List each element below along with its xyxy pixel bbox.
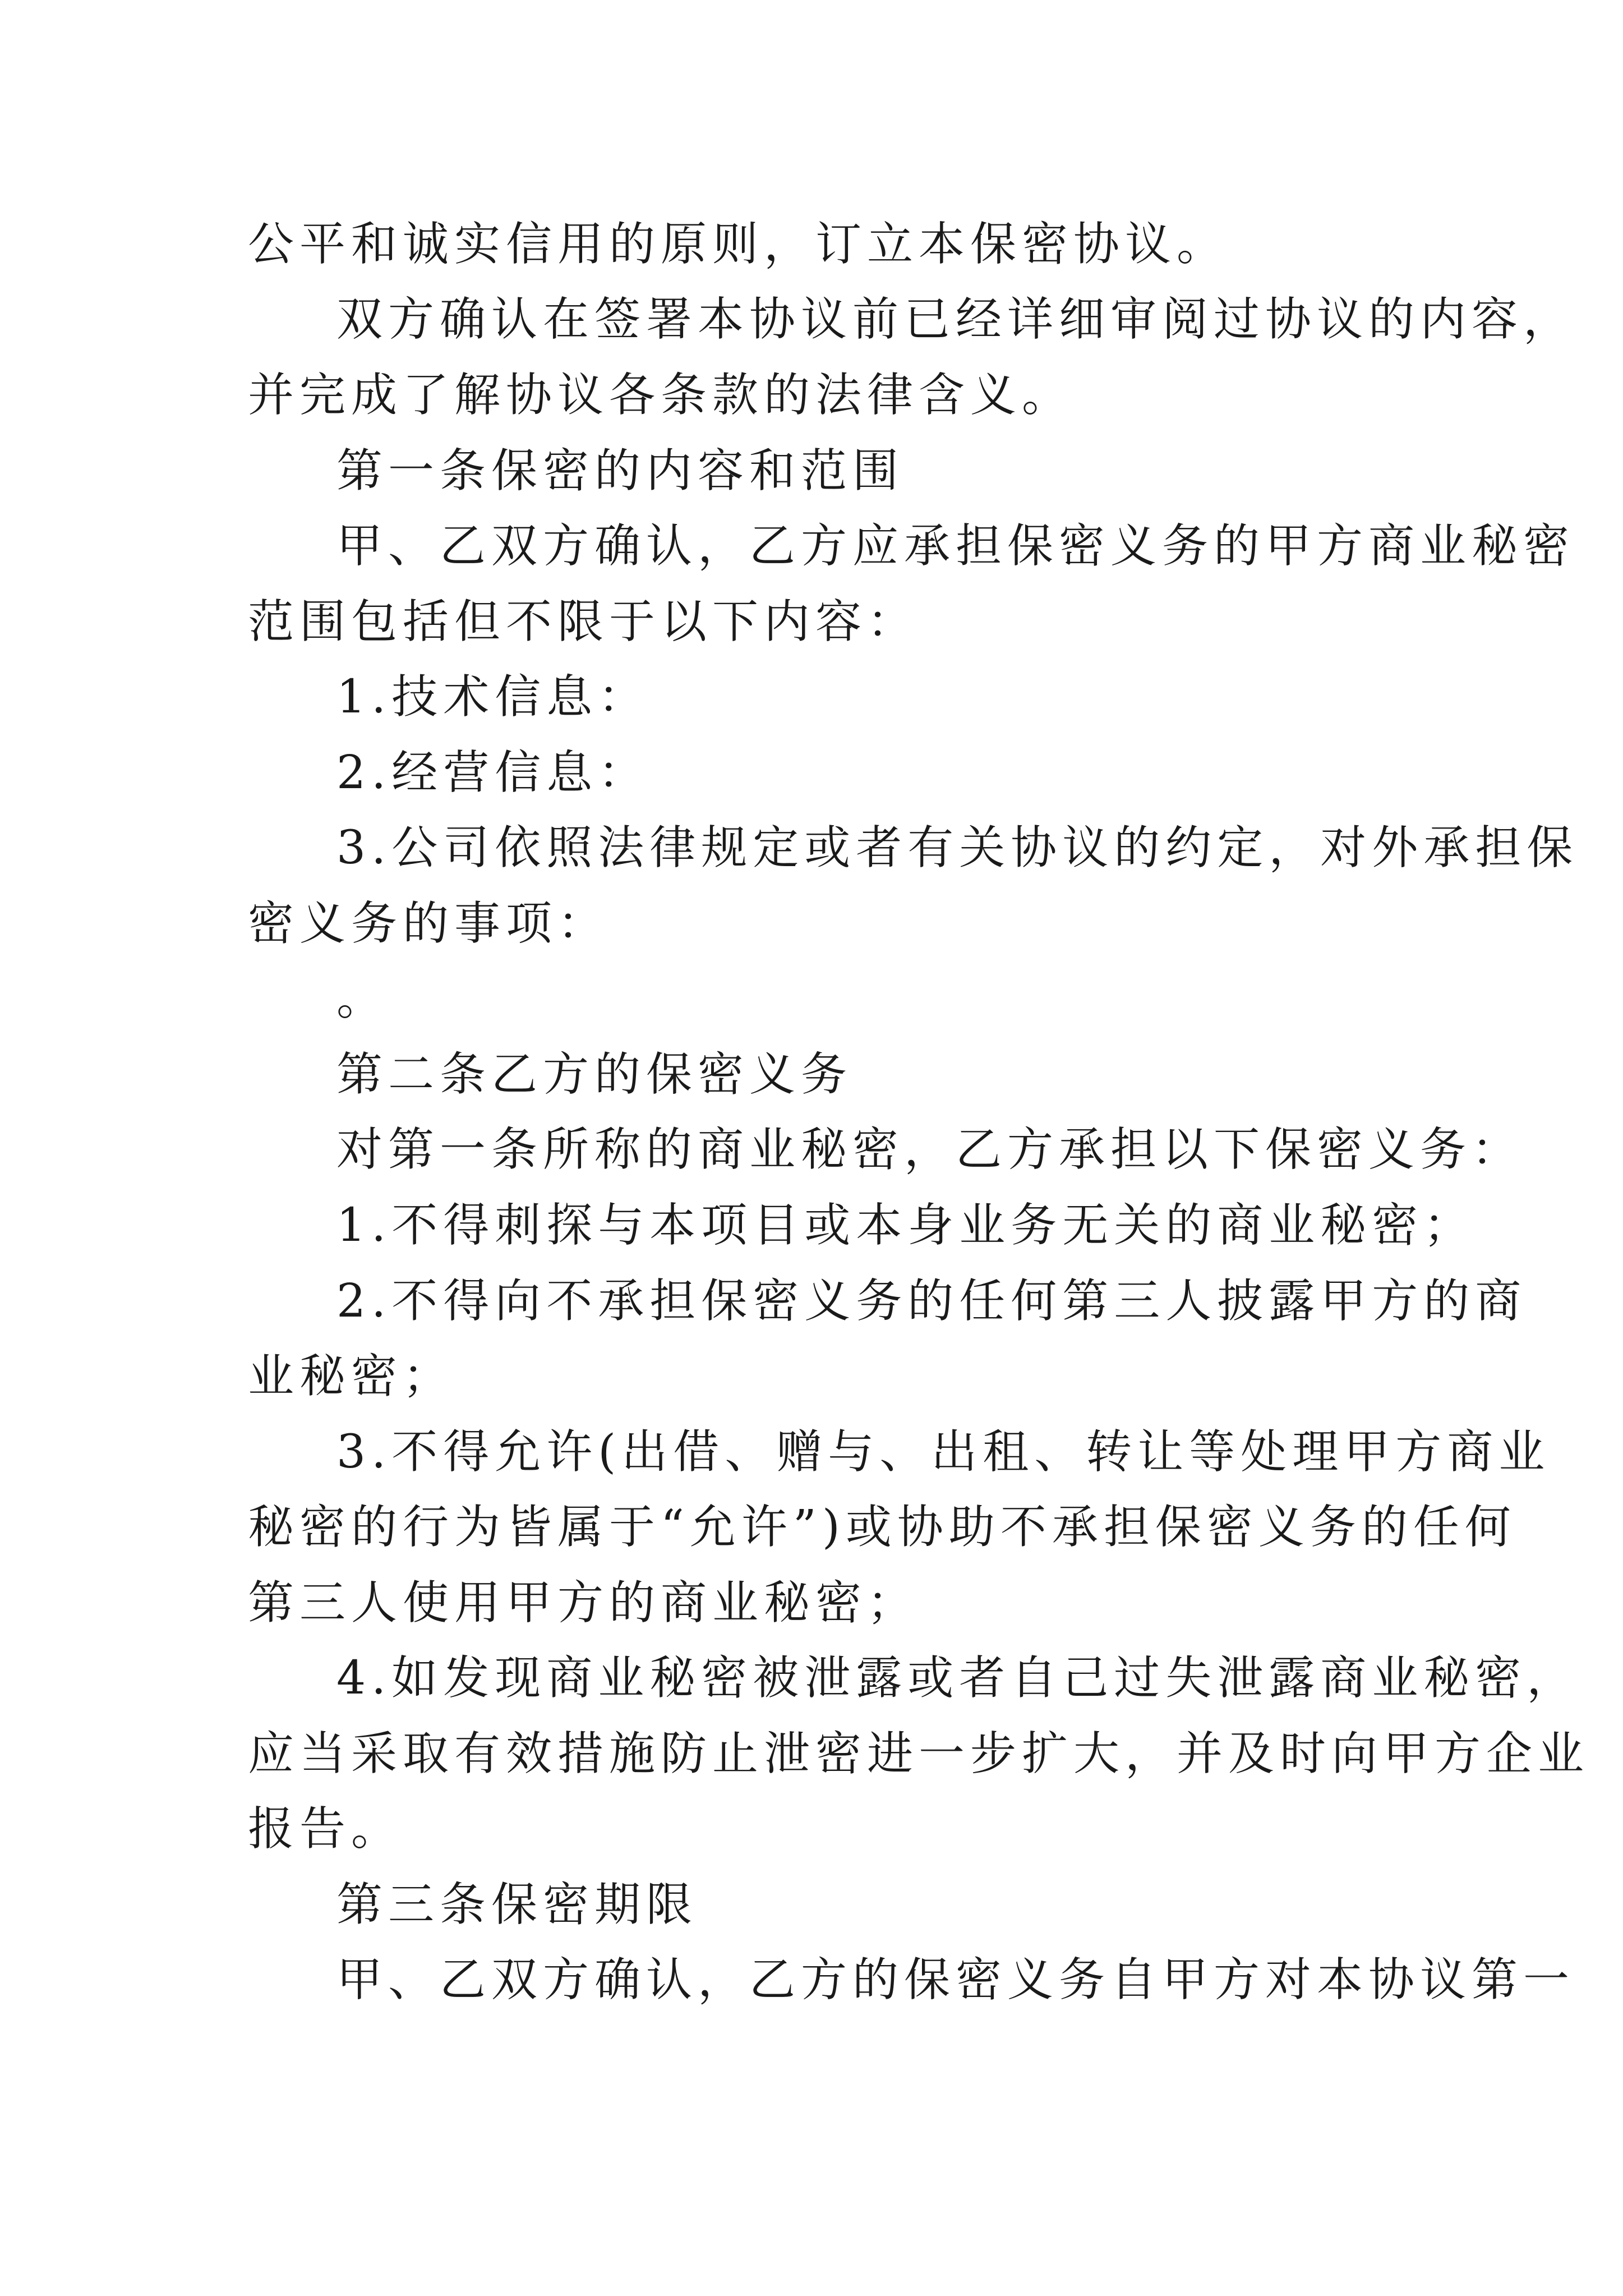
text-line: 公平和诚实信用的原则，订立本保密协议。 <box>248 218 1229 271</box>
section-heading: 第三条保密期限 <box>336 1878 698 1931</box>
section-heading: 第二条乙方的保密义务 <box>336 1048 853 1101</box>
text-line: 应当采取有效措施防止泄密进一步扩大，并及时向甲方企业 <box>248 1727 1590 1780</box>
text-line: 甲、乙双方确认，乙方的保密义务自甲方对本协议第一 <box>336 1953 1575 2007</box>
text-line: 报告。 <box>248 1802 403 1856</box>
list-item: 3.公司依照法律规定或者有关协议的约定，对外承担保 <box>336 821 1579 875</box>
list-item: 4.如发现商业秘密被泄露或者自己过失泄露商业秘密， <box>336 1651 1579 1705</box>
section-heading: 第一条保密的内容和范围 <box>336 444 905 498</box>
list-item: 2.经营信息： <box>336 746 650 799</box>
text-line: 双方确认在签署本协议前已经详细审阅过协议的内容， <box>336 293 1575 346</box>
text-line: 第三人使用甲方的商业秘密； <box>248 1576 919 1630</box>
list-item: 3.不得允许(出借、赠与、出租、转让等处理甲方商业 <box>336 1425 1551 1479</box>
text-line: 秘密的行为皆属于“允许”)或协助不承担保密义务的任何 <box>248 1501 1516 1554</box>
text-line: 并完成了解协议各条款的法律含义。 <box>248 369 1074 422</box>
list-item: 1.不得刺探与本项目或本身业务无关的商业秘密； <box>336 1199 1476 1252</box>
text-line: 密义务的事项： <box>248 897 610 950</box>
list-item: 1.技术信息： <box>336 670 650 724</box>
text-line: 。 <box>336 972 389 1025</box>
text-line: 甲、乙双方确认，乙方应承担保密义务的甲方商业秘密 <box>336 519 1575 573</box>
text-line: 对第一条所称的商业秘密，乙方承担以下保密义务： <box>336 1123 1524 1176</box>
text-line: 范围包括但不限于以下内容： <box>248 595 919 648</box>
text-line: 业秘密； <box>248 1350 455 1403</box>
list-item: 2.不得向不承担保密义务的任何第三人披露甲方的商 <box>336 1274 1527 1328</box>
